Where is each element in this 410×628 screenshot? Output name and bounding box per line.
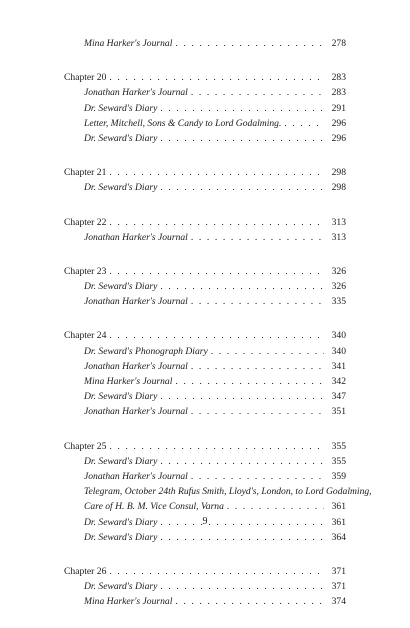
page-ref: 313: [331, 231, 346, 243]
dot-leader: [160, 180, 324, 195]
dot-leader: [109, 264, 324, 279]
page-ref: 355: [331, 440, 346, 452]
chapter-title: Chapter 21: [64, 167, 107, 179]
chapter-title: Chapter 26: [64, 565, 107, 577]
toc-entry-row[interactable]: [64, 454, 346, 469]
entry-title: Dr. Seward's Diary: [84, 102, 158, 114]
dot-leader: [160, 101, 324, 116]
entry-title: Mina Harker's Journal: [84, 596, 173, 608]
entry-title: Dr. Seward's Diary: [84, 531, 158, 543]
toc-entry-row[interactable]: [64, 131, 346, 146]
toc-entry-row[interactable]: [64, 499, 346, 514]
dot-leader: [109, 215, 324, 230]
toc-entry-row[interactable]: [64, 85, 346, 100]
entry-title: Mina Harker's Journal: [84, 38, 173, 49]
dot-leader: [175, 36, 324, 51]
page-ref: 296: [331, 132, 346, 144]
page-ref: 347: [331, 391, 346, 403]
dot-leader: [191, 359, 324, 374]
toc-entry-row[interactable]: [64, 374, 346, 389]
entry-title: Mina Harker's Journal: [84, 376, 173, 387]
toc-entry-row[interactable]: [64, 594, 346, 609]
page-ref: 296: [331, 117, 346, 129]
dot-leader: [109, 564, 324, 579]
page-ref: 361: [331, 501, 346, 513]
table-of-contents: [64, 36, 372, 628]
toc-entry-row[interactable]: [64, 279, 346, 294]
page-ref: 326: [331, 265, 346, 277]
toc-entry-row[interactable]: [64, 389, 346, 404]
dot-leader: [227, 499, 324, 514]
page-ref: 335: [331, 296, 346, 308]
chapter-title: Chapter 23: [64, 265, 107, 277]
entry-title: Jonathan Harker's Journal: [84, 231, 188, 243]
toc-chapter-row[interactable]: [64, 439, 346, 454]
page-ref: 340: [331, 345, 346, 357]
toc-entry-row[interactable]: [64, 579, 346, 594]
dot-leader: [109, 439, 324, 454]
entry-title: Dr. Seward's Diary: [84, 391, 158, 403]
entry-title: Dr. Seward's Diary: [84, 281, 158, 293]
entry-title: Dr. Seward's Diary: [84, 132, 158, 144]
toc-entry-row[interactable]: [64, 101, 346, 116]
chapter-title: Chapter 22: [64, 216, 107, 228]
toc-chapter-row[interactable]: [64, 328, 346, 343]
chapter-title: Chapter 24: [64, 330, 107, 342]
toc-entry-row[interactable]: [64, 116, 346, 131]
entry-title: Dr. Seward's Diary: [84, 581, 158, 593]
page-ref: 374: [331, 596, 346, 608]
dot-leader: [109, 70, 324, 85]
dot-leader: [160, 389, 324, 404]
dot-leader: [160, 131, 324, 146]
toc-entry-row[interactable]: [64, 359, 346, 374]
entry-title: Jonathan Harker's Journal: [84, 296, 188, 308]
entry-title: Jonathan Harker's Journal: [84, 406, 188, 418]
page-ref: 298: [331, 182, 346, 194]
dot-leader: [191, 85, 324, 100]
dot-leader: [191, 294, 324, 309]
toc-group: [64, 165, 346, 195]
chapter-title: Chapter 25: [64, 440, 107, 452]
toc-entry-row[interactable]: [64, 230, 346, 245]
page-ref: 283: [331, 87, 346, 99]
page-ref: 351: [331, 406, 346, 418]
page-ref: 283: [331, 72, 346, 84]
entry-title: Care of H. B. M. Vice Consul, Varna: [84, 501, 224, 513]
dot-leader: [191, 404, 324, 419]
toc-chapter-row[interactable]: [64, 70, 346, 85]
entry-title: Jonathan Harker's Journal: [84, 470, 188, 482]
dot-leader: [191, 230, 324, 245]
entry-title: Jonathan Harker's Journal: [84, 87, 188, 99]
toc-group: [64, 564, 346, 610]
page-ref: 313: [331, 216, 346, 228]
toc-group: [64, 439, 372, 545]
dot-leader: [160, 454, 324, 469]
toc-group: [64, 328, 346, 419]
dot-leader: [284, 116, 324, 131]
toc-group: [64, 264, 346, 310]
dot-leader: [160, 530, 324, 545]
page-ref: 341: [331, 360, 346, 372]
toc-entry-row[interactable]: [64, 294, 346, 309]
entry-title: Dr. Seward's Diary: [84, 182, 158, 194]
page-ref: 355: [331, 455, 346, 467]
toc-group: [64, 36, 346, 51]
dot-leader: [109, 328, 324, 343]
toc-entry-row[interactable]: [64, 180, 346, 195]
page-ref: 371: [331, 581, 346, 593]
toc-entry-row[interactable]: [64, 484, 372, 499]
page-ref: 291: [331, 102, 346, 114]
toc-entry-row[interactable]: [64, 469, 346, 484]
entry-title: Telegram, October 24th Rufus Smith, Lloyd's, London, to Lord Godalming,: [84, 486, 372, 498]
entry-title: Jonathan Harker's Journal: [84, 360, 188, 372]
toc-entry-row[interactable]: [64, 36, 346, 51]
page-ref: 359: [331, 470, 346, 482]
dot-leader: [160, 579, 324, 594]
entry-title: Dr. Seward's Diary: [84, 455, 158, 467]
entry-title: Dr. Seward's Diary: [84, 516, 158, 528]
page-ref: 371: [331, 565, 346, 577]
dot-leader: [160, 279, 324, 294]
entry-title: Letter, Mitchell, Sons & Candy to Lord Godalming.: [84, 117, 282, 129]
entry-title: Dr. Seward's Phonograph Diary: [84, 345, 208, 357]
toc-entry-row[interactable]: [64, 344, 346, 359]
page-ref: 278: [331, 38, 346, 49]
toc-chapter-row[interactable]: [64, 215, 346, 230]
page-ref: 340: [331, 330, 346, 342]
toc-chapter-row[interactable]: [64, 165, 346, 180]
dot-leader: [211, 344, 324, 359]
dot-leader: [191, 469, 324, 484]
toc-group: [64, 70, 346, 146]
toc-entry-row[interactable]: [64, 404, 346, 419]
page-ref: 361: [331, 516, 346, 528]
chapter-title: Chapter 20: [64, 72, 107, 84]
dot-leader: [109, 165, 324, 180]
toc-group: [64, 215, 346, 245]
dot-leader: [175, 594, 324, 609]
page-ref: 342: [331, 376, 346, 387]
page-number: 9: [202, 516, 208, 527]
toc-chapter-row[interactable]: [64, 264, 346, 279]
page-ref: 364: [331, 531, 346, 543]
toc-chapter-row[interactable]: [64, 564, 346, 579]
toc-entry-row[interactable]: [64, 530, 346, 545]
page-ref: 298: [331, 167, 346, 179]
dot-leader: [175, 374, 324, 389]
page-ref: 326: [331, 281, 346, 293]
